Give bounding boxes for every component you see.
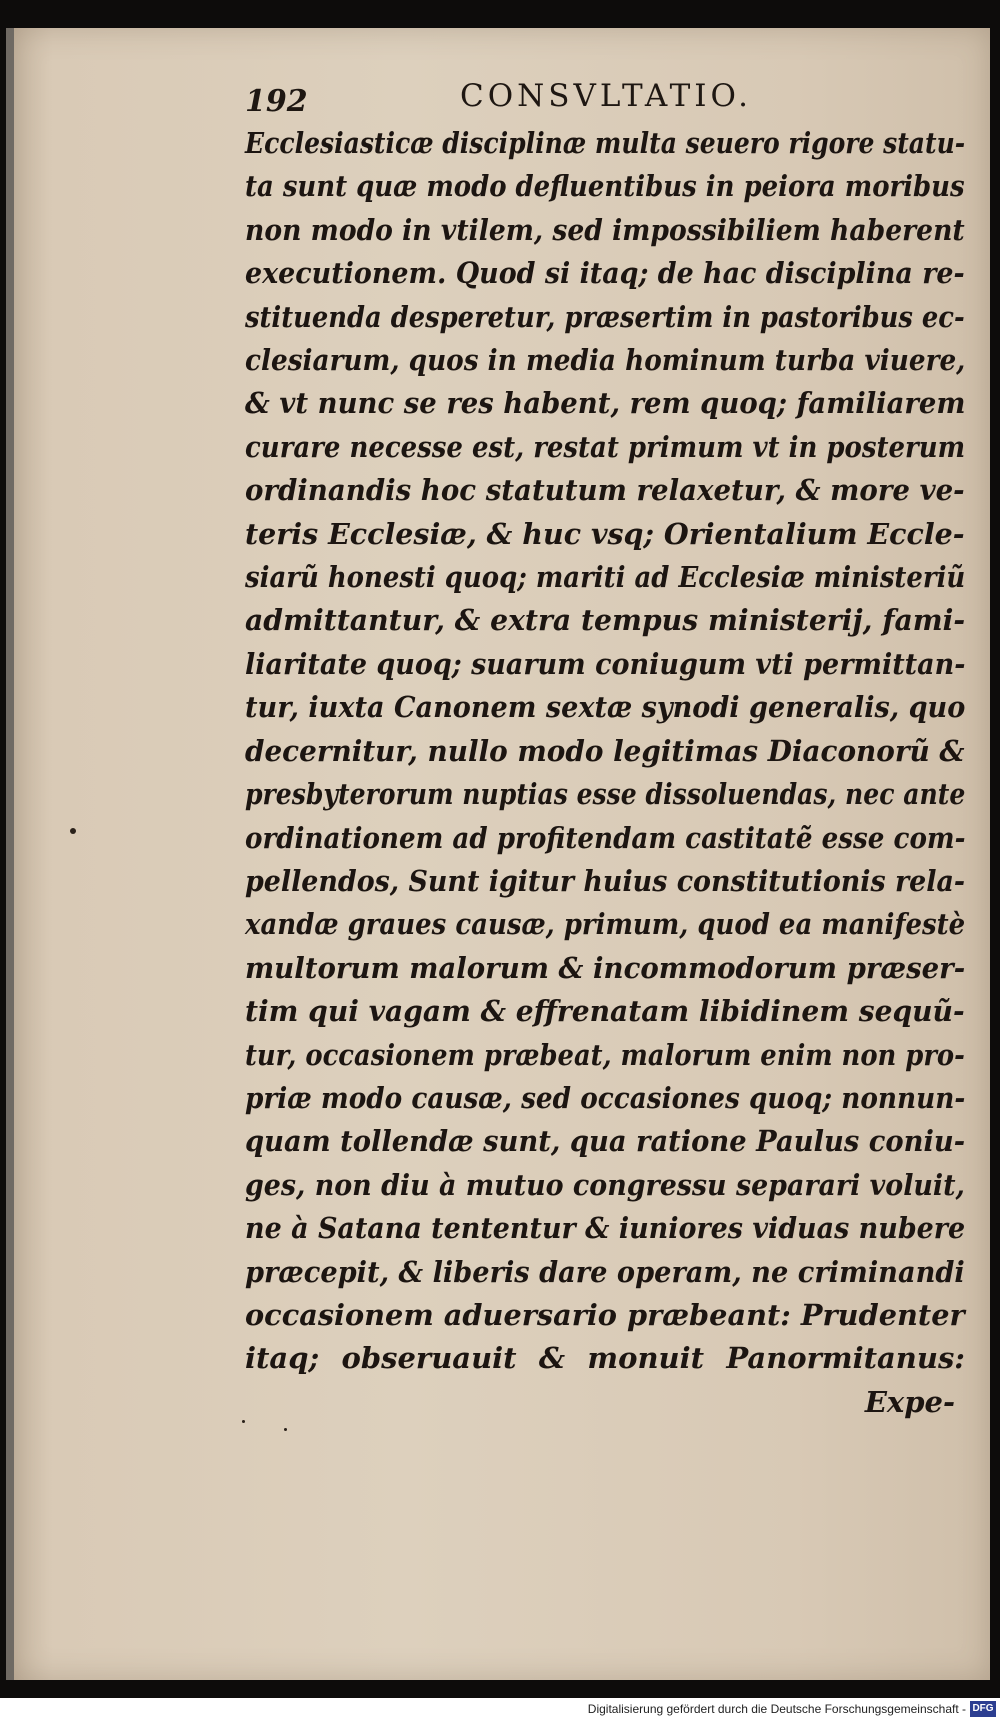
- text-line: ta sunt quæ modo defluentibus in peiora moribus: [245, 169, 965, 204]
- text-line: admittantur, & extra tempus ministerij, fami-: [245, 603, 966, 638]
- text-line: non modo in vtilem, sed impossibiliem haberent: [245, 212, 965, 247]
- text-line: ne à Satana tententur & iuniores viduas nubere: [245, 1211, 966, 1246]
- ink-speck: [70, 828, 76, 834]
- text-line: siarũ honesti quoq; mariti ad Ecclesiæ ministeriũ: [245, 560, 966, 595]
- text-line: multorum malorum & incommodorum præser-: [245, 950, 966, 985]
- text-line: tur, iuxta Canonem sextæ synodi generalis, quo: [245, 690, 966, 725]
- text-line: stituenda desperetur, præsertim in pastoribus ec-: [245, 299, 965, 334]
- text-line: quam tollendæ sunt, qua ratione Paulus coniu-: [245, 1124, 966, 1159]
- text-line: curare necesse est, restat primum vt in posterum: [245, 429, 966, 464]
- text-line: decernitur, nullo modo legitimas Diaconorũ &: [245, 733, 965, 768]
- text-line: ordinandis hoc statutum relaxetur, & more ve-: [245, 473, 965, 508]
- text-line: priæ modo causæ, sed occasiones quoq; nonnun-: [245, 1080, 966, 1115]
- running-title: CONSVLTATIO.: [460, 78, 752, 114]
- text-line: presbyterorum nuptias esse dissoluendas, nec ante: [245, 777, 966, 812]
- text-line: pellendos, Sunt igitur huius constitutionis rela-: [245, 863, 966, 898]
- text-line: præcepit, & liberis dare operam, ne criminandi: [245, 1254, 965, 1289]
- text-line: itaq; obseruauit & monuit Panormitanus:: [245, 1341, 965, 1376]
- text-line: tim qui vagam & effrenatam libidinem sequũ-: [245, 994, 965, 1029]
- text-line: ordinationem ad profitendam castitatẽ esse com-: [245, 820, 966, 855]
- text-line: Ecclesiasticæ disciplinæ multa seuero rigore statu-: [245, 126, 966, 160]
- page-number: 192: [245, 84, 308, 119]
- body-text: [245, 122, 965, 1424]
- text-line: tur, occasionem præbeat, malorum enim non pro-: [245, 1037, 965, 1072]
- text-line: clesiarum, quos in media hominum turba viuere,: [245, 343, 966, 378]
- ink-speck: [284, 1428, 287, 1431]
- text-line: executionem. Quod si itaq; de hac disciplina re-: [245, 256, 965, 291]
- text-line: ges, non diu à mutuo congressu separari voluit,: [245, 1167, 965, 1202]
- text-line: liaritate quoq; suarum coniugum vti permittan-: [245, 646, 966, 681]
- dfg-logo-icon: DFG: [970, 1701, 996, 1717]
- catchword: Expe-: [864, 1384, 955, 1419]
- digitization-note: Digitalisierung gefördert durch die Deutsche Forschungsgemeinschaft -: [587, 1702, 966, 1716]
- text-line: teris Ecclesiæ, & huc vsq; Orientalium Eccle-: [245, 516, 965, 551]
- text-line: & vt nunc se res habent, rem quoq; familiarem: [245, 386, 966, 421]
- page-header: [245, 78, 795, 122]
- text-line: xandæ graues causæ, primum, quod ea manifestè: [245, 907, 966, 942]
- text-line: occasionem aduersario præbeant: Prudenter: [245, 1297, 965, 1332]
- digitization-footer: [0, 1698, 1000, 1722]
